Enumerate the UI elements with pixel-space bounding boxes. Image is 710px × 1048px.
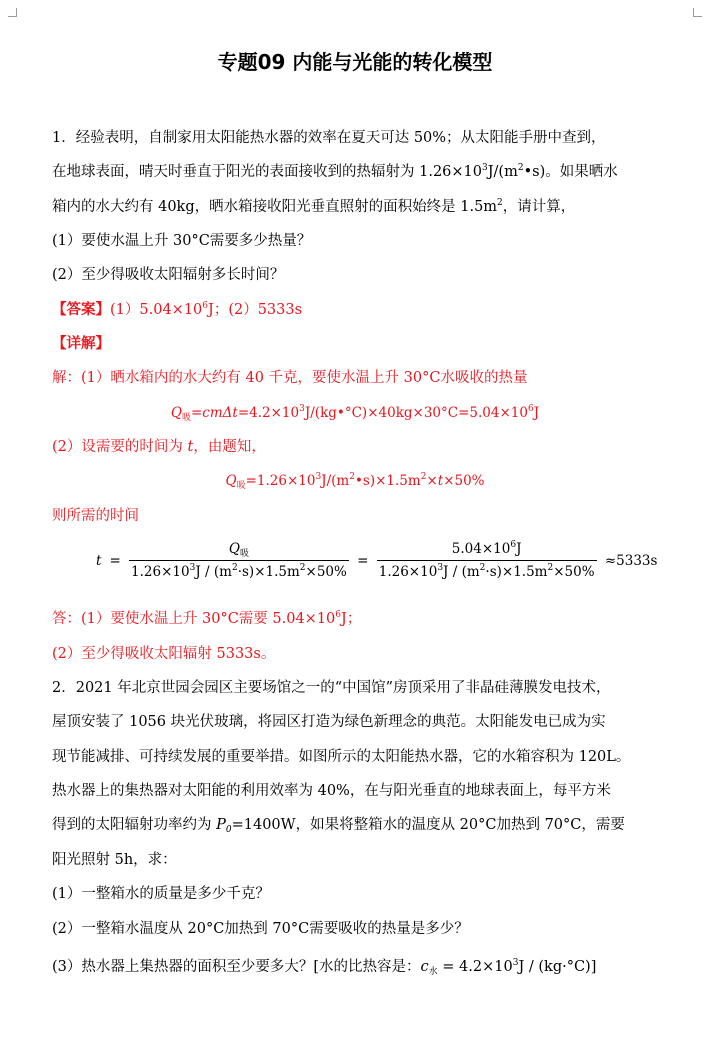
q1-subquestion-2: (2）至少得吸收太阳辐射多长时间？ [52, 267, 285, 283]
page-title: 专题09 内能与光能的转化模型 [217, 50, 493, 74]
fraction-1: $\frac{Q_吸}{1.26\times 10^3J / (m^2\cdot s)\times 1.5m^2\times 50\%}$ [131, 541, 347, 580]
q2-subquestion-3: (3）热水器上集热器的面积至少要多大？[水的比热容是：$c_水 = 4.2\times 10^3J / (kg\cdot^\circ C)$] [52, 958, 597, 977]
q2-line-6: 阳光照射 5h，求： [52, 852, 177, 868]
q1-equation-2: $Q_吸=1.26\times 10^3J/(m^2•s)\times 1.5m^2\times t\times 50\%$ [225, 472, 485, 491]
q1-time-label: 则所需的时间 [52, 508, 139, 524]
answer-tag: 【答案】 [52, 301, 110, 318]
q2-line-2: 屋顶安装了 1056 块光伏玻璃，将园区打造为绿色新理念的典范。太阳能发电已成为实 [52, 714, 606, 730]
q2-line-4: 热水器上的集热器对太阳能的利用效率为 40%，在与阳光垂直的地球表面上，每平方米 [52, 783, 611, 799]
q1-solution-1: 解：(1）晒水箱内的水大约有 40 千克，要使水温上升 30°C水吸收的热量 [52, 370, 528, 386]
q2-line-5: 得到的太阳辐射功率约为 $P_0=1400W$，如果将整箱水的温度从 20°C加热到 70°C，需要 [52, 817, 625, 835]
q1-subquestion-1: (1）要使水温上升 30°C需要多少热量？ [52, 233, 312, 249]
q1-equation-3: t = $\frac{Q_吸}{1.26\times 10^3J / (m^2\cdot s)\times 1.5m^2\times 50\%}$ = $\frac{5.04\times 10^6J}{1.26\times 10^3J / (m^2\cdot s)\times 1.5m^2\times 50\%}$ ≈5333s [96, 540, 658, 580]
fraction-2: $\frac{5.04\times 10^6J}{1.26\times 10^3J / (m^2\cdot s)\times 1.5m^2\times 50\%}$ [378, 540, 595, 580]
corner-mark-left [8, 8, 17, 17]
detail-tag: 【详解】 [52, 335, 110, 352]
q1-final-1: 答：(1）要使水温上升 30°C需要 $5.04\times 10^6J$； [52, 610, 362, 627]
q2-line-3: 现节能减排、可持续发展的重要举措。如图所示的太阳能热水器，它的水箱容积为 120L。 [52, 749, 631, 765]
q1-answer: 【答案】$(1)5.04\times 10^6J$；(2）5333s [52, 301, 303, 318]
q1-solution-2: (2）设需要的时间为 t，由题知， [52, 439, 266, 455]
q1-equation-1: $Q_吸=cm\Delta t=4.2\times 10^3J/(kg•^\circ C)\times 40kg\times 30^\circ C=5.04\times 10^6J$ [170, 404, 540, 423]
q1-line-1: 1．经验表明，自制家用太阳能热水器的效率在夏天可达 50%；从太阳能手册中查到， [52, 130, 606, 146]
q1-final-2: (2）至少得吸收太阳辐射 5333s。 [52, 646, 276, 662]
q2-subquestion-1: (1）一整箱水的质量是多少千克？ [52, 886, 270, 902]
q2-subquestion-2: (2）一整箱水温度从 20°C加热到 70°C需要吸收的热量是多少？ [52, 921, 469, 937]
q1-line-3: 箱内的水大约有 40kg，晒水箱接收阳光垂直照射的面积始终是 $1.5m^2$，请计算， [52, 198, 576, 215]
q1-line-2: 在地球表面，晴天时垂直于阳光的表面接收到的热辐射为 $1.26\times 10^3J/(m^2•s)$。如果晒水 [52, 163, 618, 180]
corner-mark-right [693, 8, 702, 17]
q2-line-1: 2．2021 年北京世园会园区主要场馆之一的“中国馆”房顶采用了非晶硅薄膜发电技术， [52, 680, 611, 696]
